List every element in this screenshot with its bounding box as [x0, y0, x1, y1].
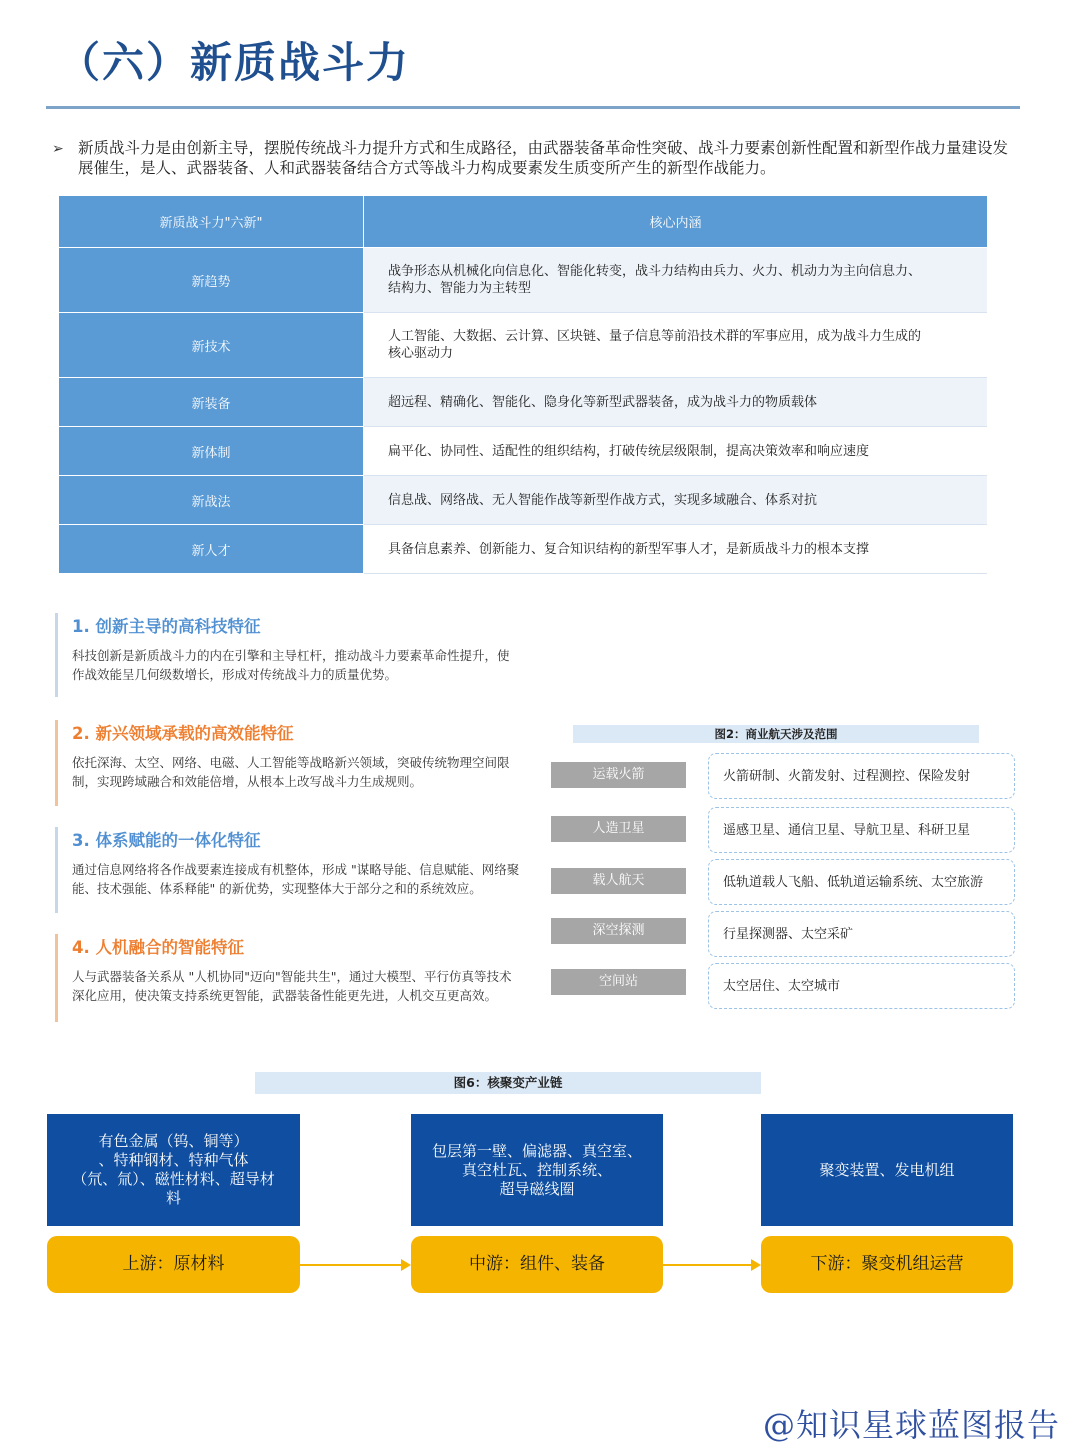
feature-block — [55, 934, 542, 1022]
title-divider — [46, 106, 1020, 109]
bullet-arrow-icon: ➢ — [52, 141, 64, 157]
space-category-desc: 低轨道载人飞船、低轨道运输系统、太空旅游 — [708, 859, 1015, 905]
chain-arrow-icon — [401, 1259, 411, 1271]
six-new-table — [59, 196, 987, 574]
chain-arrow-line — [300, 1264, 401, 1266]
feature-title: 2. 新兴领域承载的高效能特征 — [72, 724, 294, 743]
table-row — [59, 525, 987, 574]
row-content-line: 核心驱动力 — [388, 346, 454, 361]
figure2-title: 图2：商业航天涉及范围 — [573, 725, 979, 743]
feature-text: 人与武器装备关系从 "人机协同"迈向"智能共生"，通过大模型、平行仿真等技术深化应用，使决策支持系统更智能，武器装备性能更先进，人机交互更高效。 — [72, 969, 512, 1003]
chain-text-line: 聚变装置、发电机组 — [819, 1160, 955, 1179]
table-header-content: 核心内涵 — [364, 196, 988, 248]
row-content — [364, 248, 988, 313]
table-row — [59, 313, 987, 378]
feature-title: 4. 人机融合的智能特征 — [72, 938, 244, 957]
row-content-line: 信息战、网络战、无人智能作战等新型作战方式，实现多域融合、体系对抗 — [388, 492, 818, 508]
space-category-label: 载人航天 — [551, 868, 686, 894]
watermark-text: @知识星球蓝图报告 — [762, 1406, 1060, 1444]
row-content-line: 具备信息素养、创新能力、复合知识结构的新型军事人才，是新质战斗力的根本支撑 — [388, 541, 870, 557]
chain-text-line: 真空杜瓦、控制系统、 — [461, 1160, 612, 1179]
table-row — [59, 378, 987, 427]
row-content — [364, 427, 988, 476]
chain-upstream-box — [47, 1114, 300, 1226]
chain-arrow-line — [663, 1264, 751, 1266]
chain-downstream-box — [761, 1114, 1013, 1226]
row-content-line: 超远程、精确化、智能化、隐身化等新型武器装备，成为战斗力的物质载体 — [388, 394, 818, 410]
feature-block — [55, 613, 542, 697]
row-content — [364, 378, 988, 427]
feature-block — [55, 827, 542, 913]
chain-text-line: 超导磁线圈 — [499, 1179, 575, 1198]
feature-block — [55, 720, 542, 806]
feature-text: 通过信息网络将各作战要素连接成有机整体，形成 "谋略导能、信息赋能、网络聚能、技术强能、体系释能" 的新优势，实现整体大于部分之和的系统效应。 — [72, 862, 520, 896]
chain-upstream-label: 上游：原材料 — [47, 1236, 300, 1293]
feature-text: 科技创新是新质战斗力的内在引擎和主导杠杆，推动战斗力要素革命性提升，使作战效能呈几何级数增长，形成对传统战斗力的质量优势。 — [72, 648, 510, 682]
chain-midstream-label: 中游：组件、装备 — [411, 1236, 663, 1293]
row-content-line: 战争形态从机械化向信息化、智能化转变，战斗力结构由兵力、火力、机动力为主向信息力、 — [388, 264, 922, 279]
row-category: 新趋势 — [59, 248, 364, 313]
row-content — [364, 313, 988, 378]
chain-downstream-label: 下游：聚变机组运营 — [761, 1236, 1013, 1293]
feature-title: 3. 体系赋能的一体化特征 — [72, 831, 261, 850]
space-category-label: 人造卫星 — [551, 816, 686, 842]
row-content — [364, 476, 988, 525]
chain-text-line: 有色金属（钨、铜等） — [98, 1132, 249, 1150]
space-category-desc: 行星探测器、太空采矿 — [708, 911, 1015, 957]
space-category-desc: 火箭研制、火箭发射、过程测控、保险发射 — [708, 753, 1015, 799]
space-category-label: 空间站 — [551, 969, 686, 995]
row-category: 新装备 — [59, 378, 364, 427]
row-content-line: 扁平化、协同性、适配性的组织结构，打破传统层级限制，提高决策效率和响应速度 — [388, 443, 870, 459]
chain-text-line: 、特种钢材、特种气体 — [98, 1151, 249, 1169]
row-category: 新战法 — [59, 476, 364, 525]
space-category-label: 运载火箭 — [551, 762, 686, 788]
chain-arrow-icon — [751, 1259, 761, 1271]
chain-text-line: 料 — [165, 1189, 181, 1207]
row-content-line: 结构力、智能力为主转型 — [388, 281, 532, 296]
page-title: （六）新质战斗力 — [58, 38, 411, 87]
row-content-line: 人工智能、大数据、云计算、区块链、量子信息等前沿技术群的军事应用，成为战斗力生成的 — [388, 329, 922, 344]
space-category-label: 深空探测 — [551, 918, 686, 944]
feature-text: 依托深海、太空、网络、电磁、人工智能等战略新兴领域，突破传统物理空间限制，实现跨域融合和效能倍增，从根本上改写战斗力生成规则。 — [72, 755, 510, 789]
row-category: 新人才 — [59, 525, 364, 574]
row-content — [364, 525, 988, 574]
row-category: 新技术 — [59, 313, 364, 378]
table-row — [59, 248, 987, 313]
row-category: 新体制 — [59, 427, 364, 476]
intro-paragraph: 新质战斗力是由创新主导，摆脱传统战斗力提升方式和生成路径，由武器装备革命性突破、战斗力要素创新性配置和新型作战力量建设发展催生，是人、武器装备、人和武器装备结合方式等战斗力构成要素发生质变所产生的新型作战能力。 — [78, 139, 1009, 177]
table-row — [59, 427, 987, 476]
feature-title: 1. 创新主导的高科技特征 — [72, 617, 261, 636]
table-row — [59, 476, 987, 525]
figure6-title: 图6：核聚变产业链 — [255, 1072, 761, 1094]
space-category-desc: 遥感卫星、通信卫星、导航卫星、科研卫星 — [708, 807, 1015, 853]
table-header-category: 新质战斗力"六新" — [59, 196, 364, 248]
chain-text-line: （氘、氚）、磁性材料、超导材 — [72, 1170, 275, 1188]
chain-midstream-box — [411, 1114, 663, 1226]
chain-text-line: 包层第一壁、偏滤器、真空室、 — [431, 1141, 642, 1160]
space-category-desc: 太空居住、太空城市 — [708, 963, 1015, 1009]
